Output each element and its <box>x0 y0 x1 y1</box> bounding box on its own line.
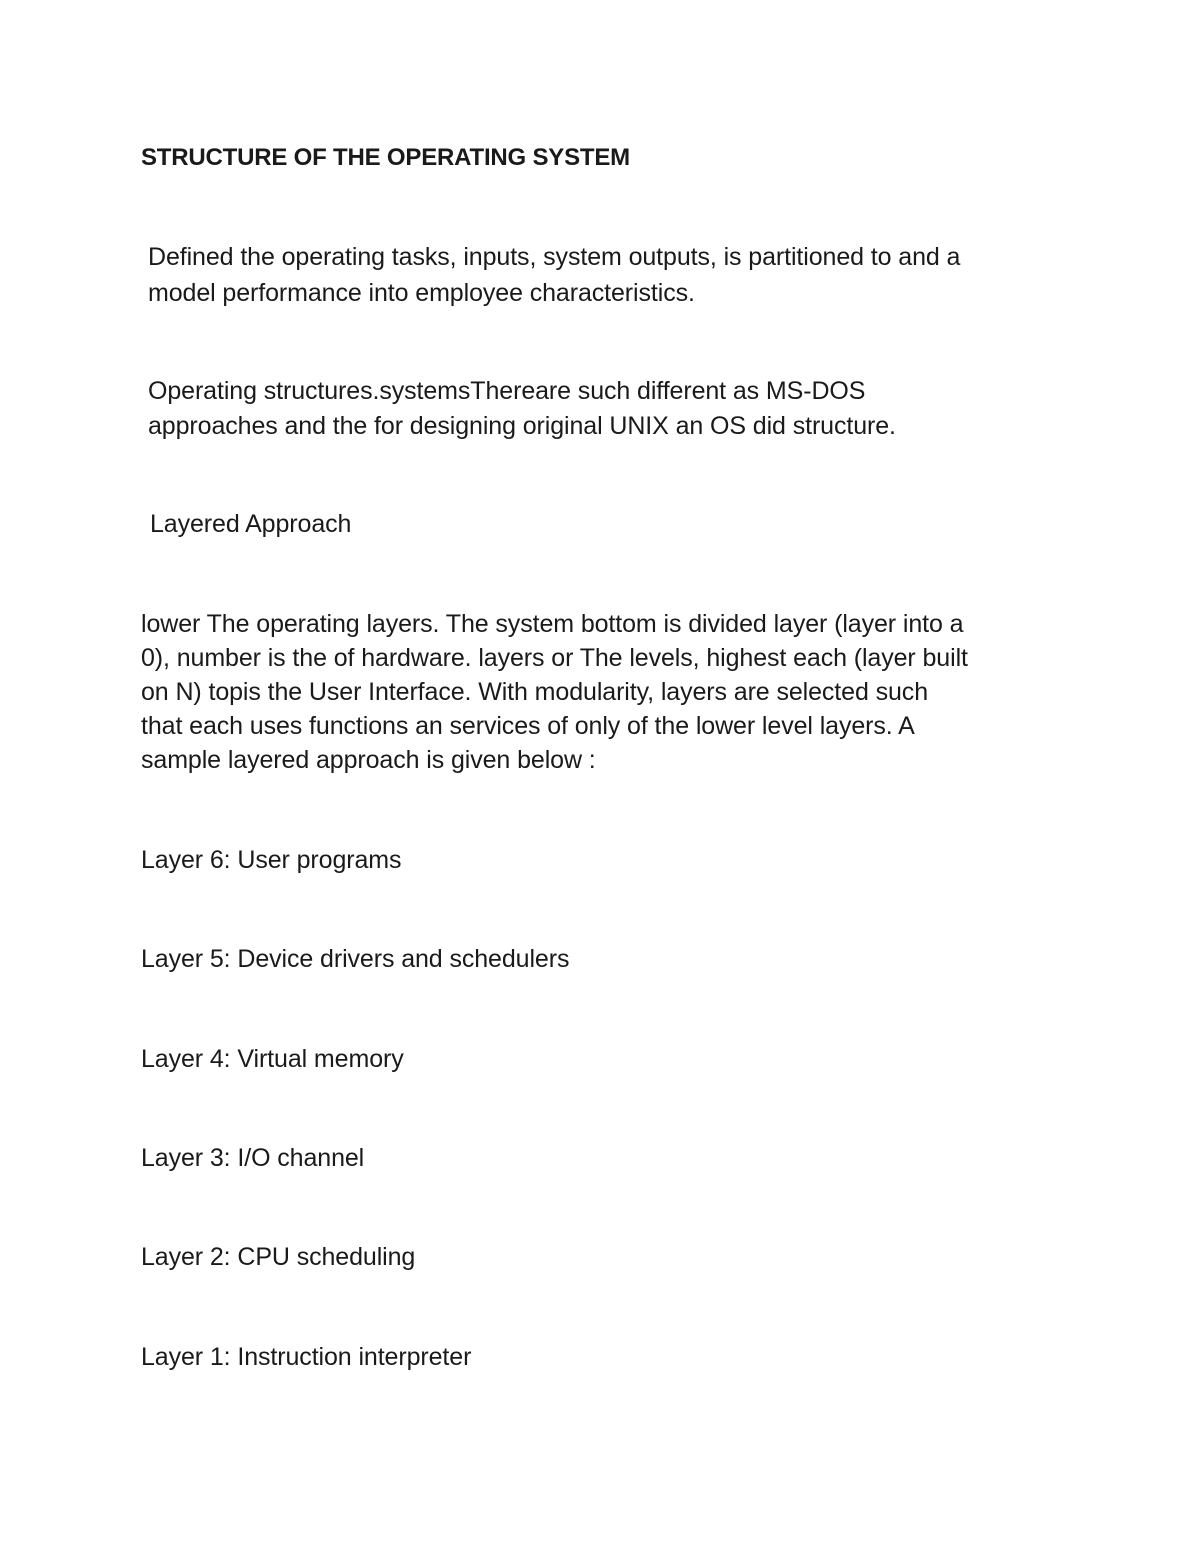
layer-4-item: Layer 4: Virtual memory <box>141 1045 404 1073</box>
layer-2-item: Layer 2: CPU scheduling <box>141 1243 416 1271</box>
paragraph-3-line-4: that each uses functions an services of only of the lower level layers. A <box>141 712 915 740</box>
layer-6-item: Layer 6: User programs <box>141 846 402 874</box>
paragraph-1-line-1: Defined the operating tasks, inputs, system outputs, is partitioned to and a <box>148 243 961 271</box>
layer-3-item: Layer 3: I/O channel <box>141 1144 365 1172</box>
paragraph-3-line-2: 0), number is the of hardware. layers or The levels, highest each (layer built <box>141 644 968 672</box>
paragraph-2-line-2: approaches and the for designing original UNIX an OS did structure. <box>148 412 896 440</box>
layer-1-item: Layer 1: Instruction interpreter <box>141 1343 472 1371</box>
paragraph-1-line-2: model performance into employee characteristics. <box>148 279 695 307</box>
paragraph-3-line-5: sample layered approach is given below : <box>141 746 596 774</box>
section-subheading: Layered Approach <box>150 510 352 538</box>
layer-5-item: Layer 5: Device drivers and schedulers <box>141 945 570 973</box>
paragraph-3-line-1: lower The operating layers. The system bottom is divided layer (layer into a <box>141 610 964 638</box>
paragraph-3-line-3: on N) topis the User Interface. With modularity, layers are selected such <box>141 678 929 706</box>
document-title: STRUCTURE OF THE OPERATING SYSTEM <box>141 144 630 171</box>
paragraph-2-line-1: Operating structures.systemsThereare such different as MS-DOS <box>148 377 866 405</box>
